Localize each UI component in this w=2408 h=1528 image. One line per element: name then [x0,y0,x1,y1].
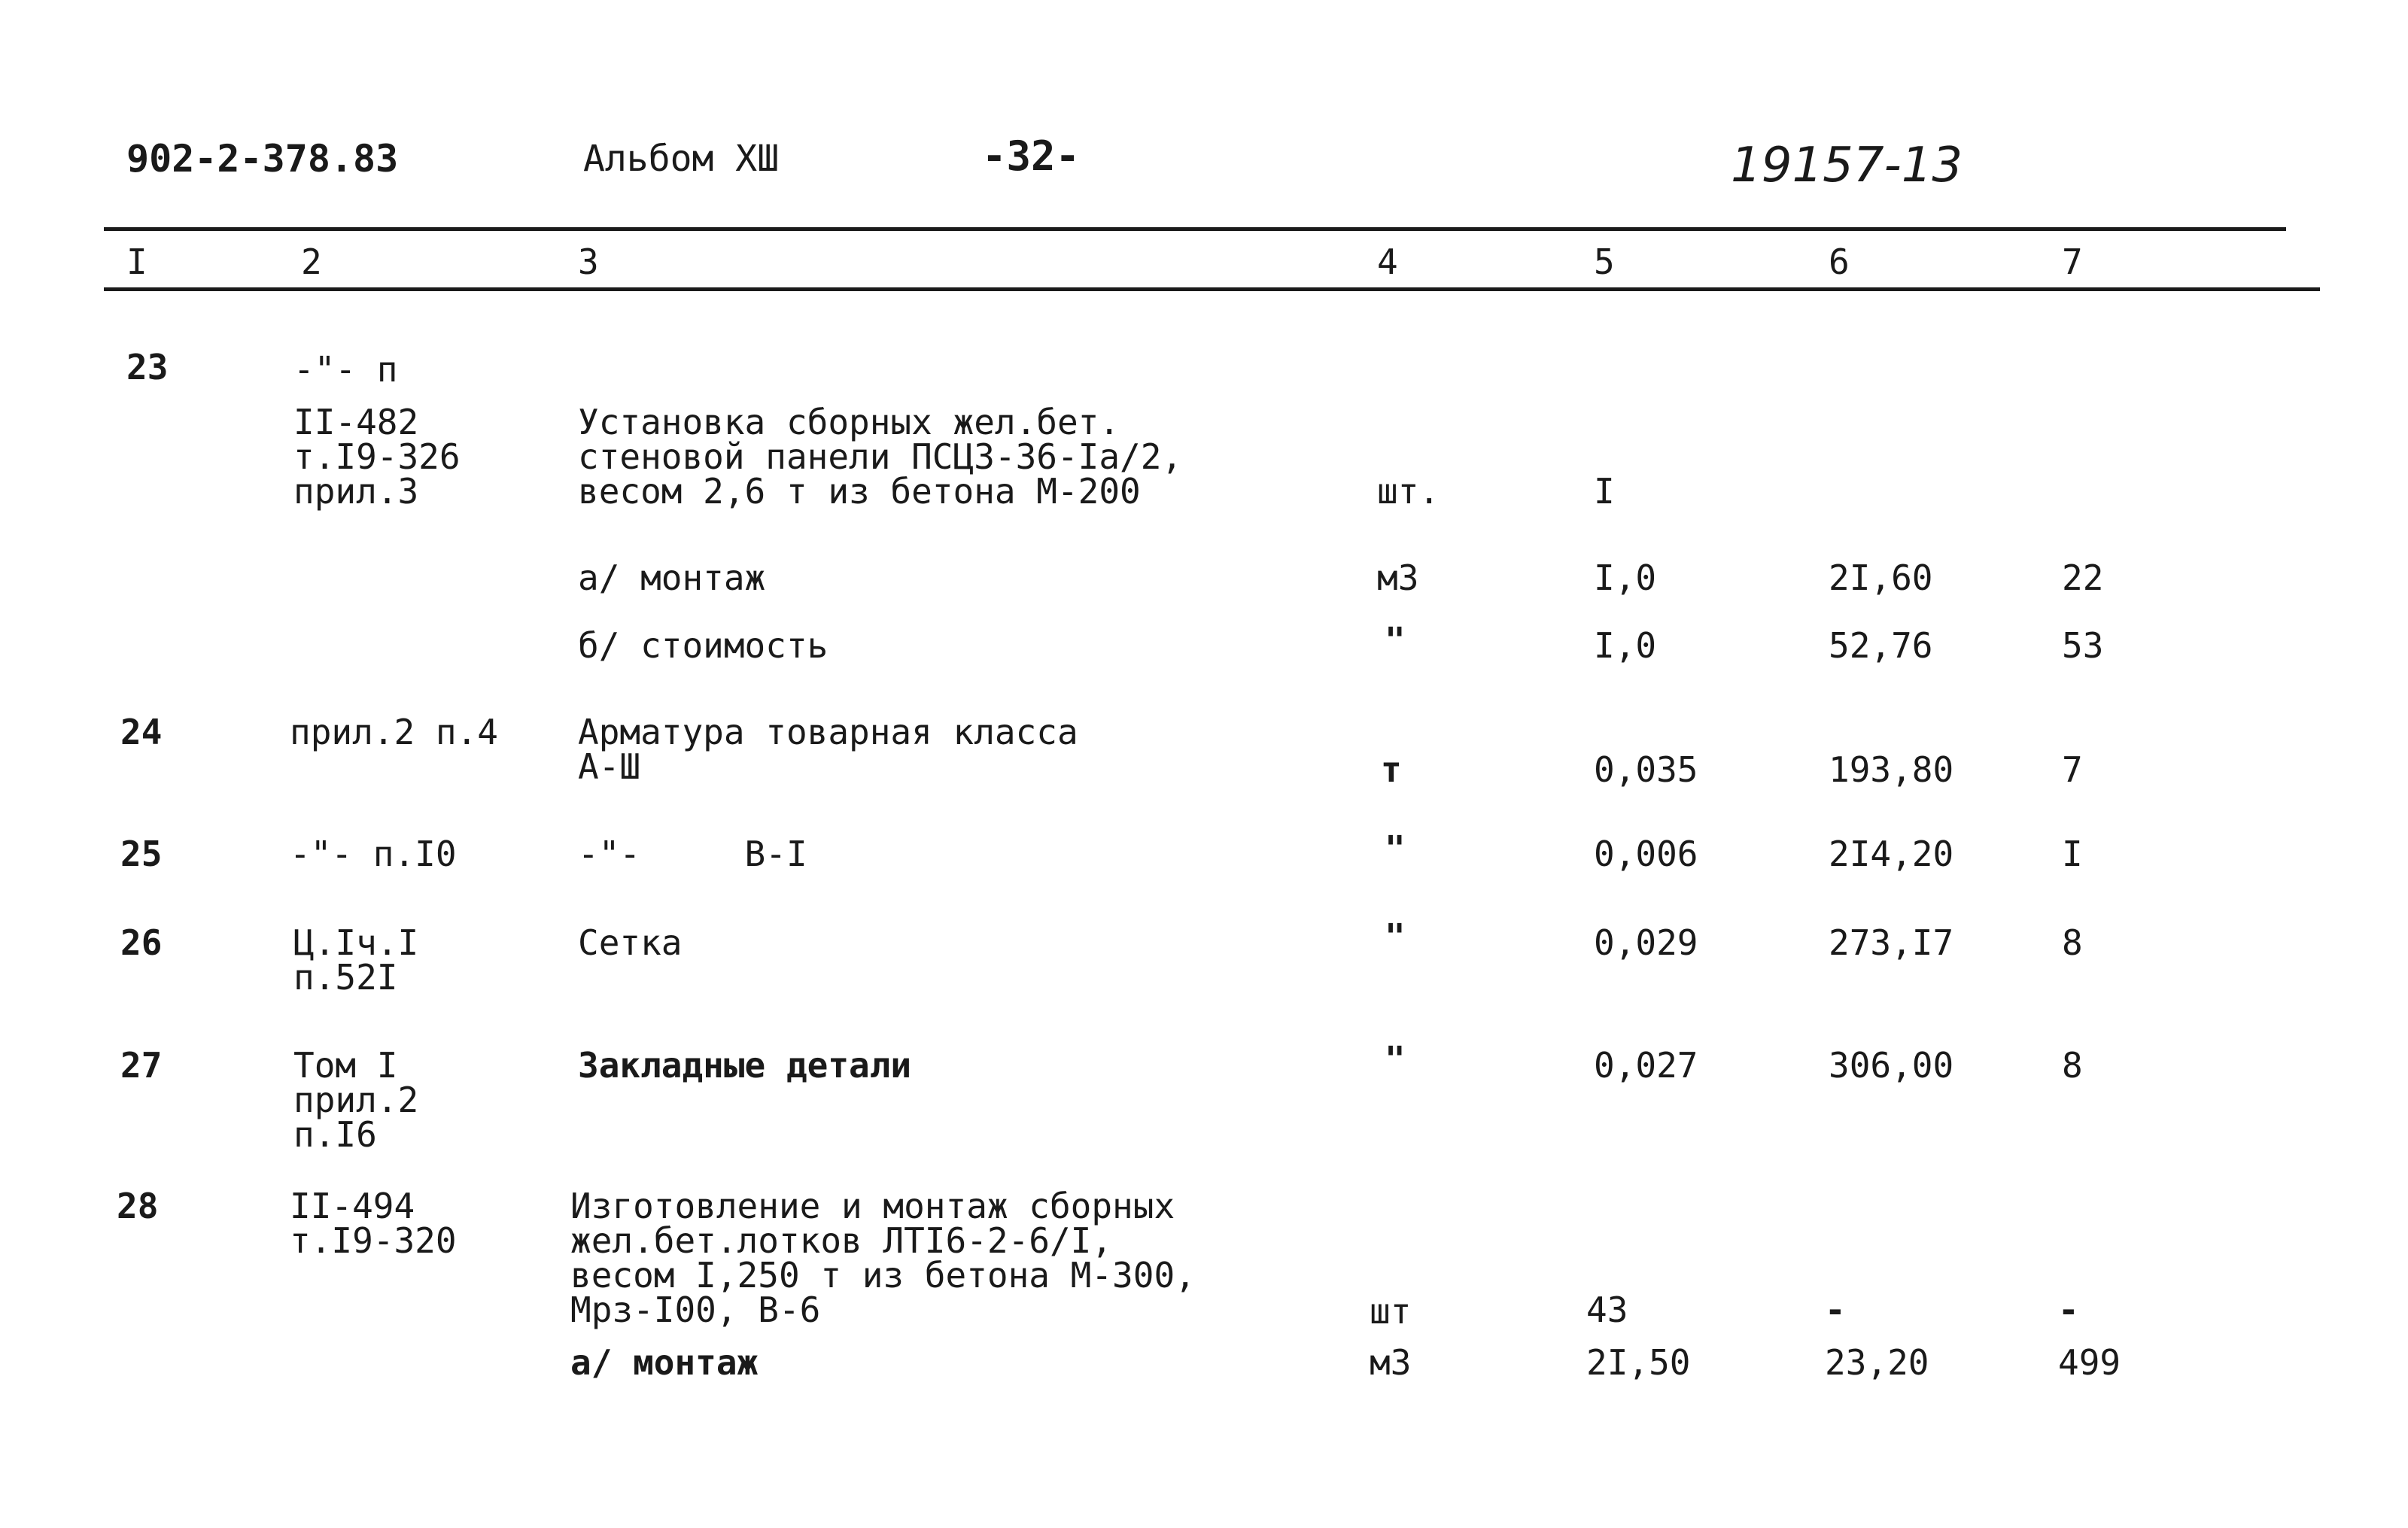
row-unit: м3 [1370,1342,1412,1383]
row-reference: II-482 т.I9-326 прил.3 [293,402,461,512]
row-number: 25 [120,834,163,874]
page-number: -32- [982,132,1081,180]
row-unit: " [1385,828,1406,869]
row-unit: " [1385,1039,1406,1080]
row-total: 8 [2062,922,2083,963]
column-header-3: 3 [578,242,599,282]
row-unit: т [1381,749,1402,790]
document-code: 902-2-378.83 [126,137,399,181]
row-description: б/ стоимость [578,625,829,666]
row-price: 2I,60 [1829,557,1933,598]
row-quantity: I,0 [1594,557,1657,598]
row-number: 28 [117,1186,159,1226]
row-unit: " [1385,916,1406,957]
row-quantity: I [1594,471,1615,512]
row-number: 24 [120,712,163,752]
handwritten-number: 19157-13 [1731,138,1963,193]
column-header-6: 6 [1829,242,1850,282]
row-number: 27 [120,1045,163,1086]
row-quantity: 0,029 [1594,922,1698,963]
row-quantity: I,0 [1594,625,1657,666]
row-description: а/ монтаж [570,1342,759,1383]
row-unit: м3 [1377,557,1419,598]
row-reference: Том I прил.2 п.I6 [293,1045,419,1155]
row-description: Арматура товарная класса А-Ш [578,712,1078,787]
column-header-5: 5 [1594,242,1615,282]
row-number: 26 [120,922,163,963]
row-unit: шт. [1377,471,1440,512]
row-quantity: 2I,50 [1586,1342,1691,1383]
row-description: Изготовление и монтаж сборных жел.бет.лотков ЛТI6-2-6/I, весом I,250 т из бетона М-300, Мрз-I00, В-6 [570,1186,1196,1330]
row-total: 7 [2062,749,2083,790]
column-header-1: I [126,242,147,282]
row-quantity: 0,027 [1594,1045,1698,1086]
header-top-rule [104,227,2286,231]
row-description: -"- В-I [578,834,807,874]
row-price: - [1825,1290,1846,1330]
row-total: 53 [2062,625,2104,666]
row-total: 8 [2062,1045,2083,1086]
row-price: 193,80 [1829,749,1954,790]
row-total: 499 [2058,1342,2121,1383]
row-price: 306,00 [1829,1045,1954,1086]
column-header-4: 4 [1377,242,1398,282]
row-reference: Ц.Iч.I п.52I [293,922,419,998]
row-unit: шт [1370,1291,1412,1332]
header-bottom-rule [104,287,2320,291]
row-reference: -"- п [293,349,398,390]
row-reference: прил.2 п.4 [290,712,498,752]
row-quantity: 0,035 [1594,749,1698,790]
row-quantity: 0,006 [1594,834,1698,874]
row-description: Закладные детали [578,1045,912,1086]
column-header-2: 2 [301,242,322,282]
row-price: 23,20 [1825,1342,1929,1383]
row-description: Сетка [578,922,683,963]
row-reference: -"- п.I0 [290,834,457,874]
row-total: 22 [2062,557,2104,598]
row-description: а/ монтаж [578,557,766,598]
row-total: - [2058,1290,2079,1330]
row-price: 2I4,20 [1829,834,1954,874]
row-description: Установка сборных жел.бет. стеновой панели ПСЦ3-36-Iа/2, весом 2,6 т из бетона М-200 [578,402,1183,512]
row-total: I [2062,834,2083,874]
row-quantity: 43 [1586,1290,1628,1330]
row-price: 52,76 [1829,625,1933,666]
album-label: Альбом XШ [583,138,780,180]
column-header-7: 7 [2062,242,2083,282]
row-unit: " [1385,620,1406,661]
row-number: 23 [126,347,169,387]
row-reference: II-494 т.I9-320 [290,1186,457,1261]
row-price: 273,I7 [1829,922,1954,963]
